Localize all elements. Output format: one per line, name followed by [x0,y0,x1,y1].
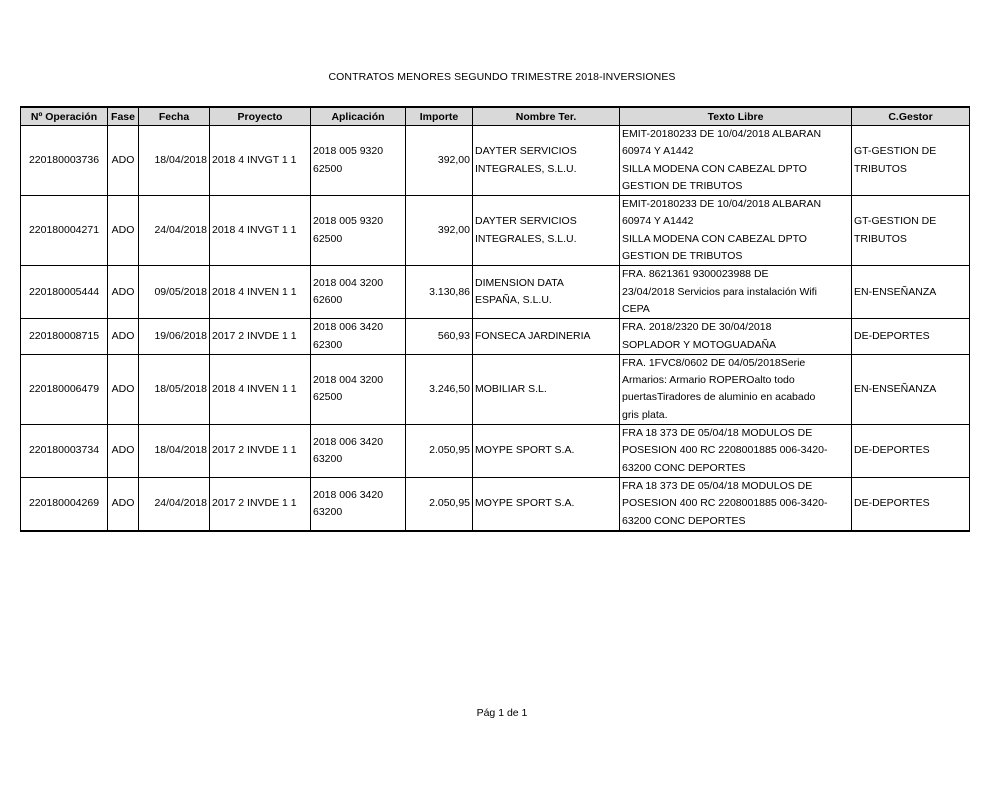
cell-proyecto: 2018 4 INVEN 1 1 [210,354,311,424]
cell-nombre-line: DIMENSION DATA [475,277,564,290]
page-title: CONTRATOS MENORES SEGUNDO TRIMESTRE 2018-INVERSIONES [328,71,676,83]
cell-nombre [473,477,620,530]
cell-proyecto: 2017 2 INVDE 1 1 [210,319,311,355]
cell-nombre-line: DAYTER SERVICIOS [475,215,577,228]
cell-operacion: 220180003734 [21,425,108,478]
cell-aplicacion-line: 2018 006 3420 [313,321,384,334]
cell-gestor-line: DE-DEPORTES [854,444,930,457]
cell-gestor-line: TRIBUTOS [854,162,907,175]
cell-aplicacion-line: 63200 [313,505,343,518]
cell-fase: ADO [108,126,139,196]
cell-proyecto: 2017 2 INVDE 1 1 [210,425,311,478]
cell-gestor-line: GT-GESTION DE [854,215,937,228]
cell-aplicacion [311,126,406,196]
cell-fecha: 18/04/2018 [139,126,210,196]
cell-aplicacion-line: 63200 [313,452,343,465]
cell-importe: 392,00 [406,196,473,266]
cell-texto-line: 60974 Y A1442 [622,215,694,228]
cell-fecha: 09/05/2018 [139,266,210,319]
cell-aplicacion [311,266,406,319]
cell-importe: 2.050,95 [406,477,473,530]
cell-aplicacion [311,196,406,266]
cell-texto-line: SILLA MODENA CON CABEZAL DPTO [622,232,807,245]
cell-aplicacion-line: 62500 [313,391,343,404]
cell-operacion: 220180003736 [21,126,108,196]
col-header-fase: Fase [108,107,139,126]
cell-texto-line: 63200 CONC DEPORTES [622,514,746,527]
cell-gestor-line: DE-DEPORTES [854,497,930,510]
cell-nombre-line: INTEGRALES, S.L.U. [475,162,577,175]
cell-proyecto: 2018 4 INVGT 1 1 [210,196,311,266]
cell-aplicacion [311,354,406,424]
cell-texto-line: SOPLADOR Y MOTOGUADAÑA [622,338,777,351]
cell-aplicacion-line: 62500 [313,232,343,245]
table-row [21,196,970,266]
page-number: Pág 1 de 1 [476,707,528,719]
cell-operacion: 220180005444 [21,266,108,319]
cell-aplicacion-line: 2018 006 3420 [313,488,384,501]
cell-texto-line: puertasTiradores de aluminio en acabado [622,391,816,404]
cell-fecha: 19/06/2018 [139,319,210,355]
cell-fase: ADO [108,266,139,319]
cell-nombre-line: ESPAÑA, S.L.U. [475,294,552,307]
cell-texto-line: Armarios: Armario ROPEROalto todo [622,374,795,387]
cell-proyecto: 2018 4 INVGT 1 1 [210,126,311,196]
cell-gestor-line: EN-ENSEÑANZA [854,382,937,395]
cell-texto-line: GESTION DE TRIBUTOS [622,250,743,263]
cell-fecha: 18/05/2018 [139,354,210,424]
cell-gestor [852,354,970,424]
cell-proyecto: 2017 2 INVDE 1 1 [210,477,311,530]
cell-nombre [473,126,620,196]
cell-texto-line: FRA. 8621361 9300023988 DE [622,268,769,281]
cell-fase: ADO [108,425,139,478]
cell-fecha: 18/04/2018 [139,425,210,478]
cell-aplicacion [311,425,406,478]
cell-nombre-line: MOBILIAR S.L. [475,382,547,395]
col-header-nombre: Nombre Ter. [473,107,620,126]
cell-nombre-line: DAYTER SERVICIOS [475,145,577,158]
cell-nombre-line: MOYPE SPORT S.A. [475,444,575,457]
cell-texto-line: POSESION 400 RC 2208001885 006-3420- [622,444,828,457]
cell-texto-line: FRA 18 373 DE 05/04/18 MODULOS DE [622,479,813,492]
contracts-table [20,106,970,532]
cell-importe: 392,00 [406,126,473,196]
col-header-importe: Importe [406,107,473,126]
col-header-aplicacion: Aplicación [311,107,406,126]
cell-fase: ADO [108,319,139,355]
cell-fecha: 24/04/2018 [139,477,210,530]
cell-nombre [473,354,620,424]
cell-fase: ADO [108,354,139,424]
cell-texto-line: FRA. 2018/2320 DE 30/04/2018 [622,321,772,334]
cell-texto [620,354,852,424]
table-row [21,126,970,196]
cell-texto-line: CEPA [622,302,650,315]
col-header-fecha: Fecha [139,107,210,126]
cell-nombre [473,196,620,266]
cell-texto-line: GESTION DE TRIBUTOS [622,179,743,192]
cell-nombre [473,319,620,355]
cell-nombre [473,425,620,478]
cell-texto-line: gris plata. [622,408,668,421]
cell-nombre-line: MOYPE SPORT S.A. [475,497,575,510]
col-header-gestor: C.Gestor [852,107,970,126]
cell-aplicacion-line: 2018 005 9320 [313,215,384,228]
cell-gestor [852,266,970,319]
table-row [21,266,970,319]
cell-texto [620,477,852,530]
cell-aplicacion-line: 2018 004 3200 [313,374,384,387]
cell-nombre-line: FONSECA JARDINERIA [475,329,591,342]
col-header-operacion: Nº Operación [21,107,108,126]
cell-nombre [473,266,620,319]
cell-aplicacion-line: 62600 [313,294,343,307]
cell-aplicacion-line: 62300 [313,338,343,351]
cell-texto-line: POSESION 400 RC 2208001885 006-3420- [622,497,828,510]
cell-importe: 3.246,50 [406,354,473,424]
cell-texto [620,196,852,266]
cell-gestor [852,196,970,266]
cell-texto-line: FRA 18 373 DE 05/04/18 MODULOS DE [622,427,813,440]
cell-nombre-line: INTEGRALES, S.L.U. [475,232,577,245]
cell-gestor [852,319,970,355]
cell-aplicacion-line: 2018 005 9320 [313,145,384,158]
table-row [21,354,970,424]
table-row [21,319,970,355]
cell-aplicacion [311,477,406,530]
cell-texto-line: FRA. 1FVC8/0602 DE 04/05/2018Serie [622,356,806,369]
table-row [21,425,970,478]
cell-gestor-line: GT-GESTION DE [854,145,937,158]
cell-texto-line: EMIT-20180233 DE 10/04/2018 ALBARAN [622,128,822,140]
col-header-proyecto: Proyecto [210,107,311,126]
cell-aplicacion [311,319,406,355]
cell-operacion: 220180004271 [21,196,108,266]
cell-texto [620,319,852,355]
cell-texto [620,425,852,478]
cell-importe: 2.050,95 [406,425,473,478]
cell-gestor [852,425,970,478]
cell-operacion: 220180006479 [21,354,108,424]
cell-fase: ADO [108,196,139,266]
cell-gestor-line: TRIBUTOS [854,232,907,245]
cell-texto [620,266,852,319]
cell-aplicacion-line: 62500 [313,162,343,175]
cell-texto [620,126,852,196]
cell-texto-line: 23/04/2018 Servicios para instalación Wifi [622,285,817,298]
cell-importe: 560,93 [406,319,473,355]
cell-gestor-line: DE-DEPORTES [854,329,930,342]
cell-operacion: 220180004269 [21,477,108,530]
cell-texto-line: 60974 Y A1442 [622,145,694,158]
header-row [21,107,970,126]
table-body [21,126,970,531]
cell-aplicacion-line: 2018 006 3420 [313,435,384,448]
cell-importe: 3.130,86 [406,266,473,319]
cell-texto-line: 63200 CONC DEPORTES [622,461,746,474]
cell-gestor-line: EN-ENSEÑANZA [854,285,937,298]
cell-gestor [852,477,970,530]
col-header-texto: Texto Libre [620,107,852,126]
cell-fecha: 24/04/2018 [139,196,210,266]
cell-gestor [852,126,970,196]
cell-aplicacion-line: 2018 004 3200 [313,277,384,290]
table-row [21,477,970,530]
cell-texto-line: EMIT-20180233 DE 10/04/2018 ALBARAN [622,198,822,211]
cell-texto-line: SILLA MODENA CON CABEZAL DPTO [622,162,807,175]
cell-proyecto: 2018 4 INVEN 1 1 [210,266,311,319]
cell-fase: ADO [108,477,139,530]
cell-operacion: 220180008715 [21,319,108,355]
